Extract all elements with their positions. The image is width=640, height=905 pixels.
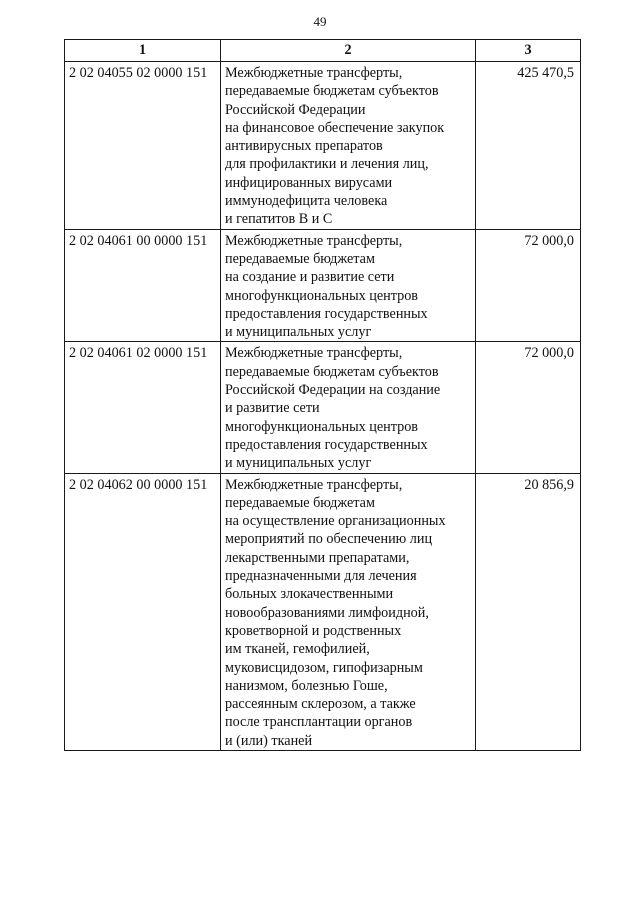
budget-code-cell: 2 02 04055 02 0000 151	[65, 62, 221, 230]
table-header-row	[65, 40, 581, 62]
amount-cell: 425 470,5	[476, 62, 581, 230]
page-number: 49	[313, 14, 327, 29]
amount-cell: 72 000,0	[476, 342, 581, 473]
budget-code-cell: 2 02 04061 02 0000 151	[65, 342, 221, 473]
amount-cell: 72 000,0	[476, 229, 581, 342]
description-cell: Межбюджетные трансферты, передаваемые бюджетам субъектов Российской Федерации на создание и развитие сети многофункциональных центров предоставления государственных и муниципальных услуг	[221, 342, 476, 473]
table-row	[65, 473, 581, 750]
column-header-description: 2	[221, 40, 476, 62]
budget-code-cell: 2 02 04062 00 0000 151	[65, 473, 221, 750]
description-cell: Межбюджетные трансферты, передаваемые бюджетам субъектов Российской Федерации на финансовое обеспечение закупок антивирусных препаратов для профилактики и лечения лиц, инфицированных вирусами иммунодефицита человека и гепатитов В и С	[221, 62, 476, 230]
description-cell: Межбюджетные трансферты, передаваемые бюджетам на осуществление организационных мероприятий по обеспечению лиц лекарственными препаратами, предназначенными для лечения больных злокачественными новообразованиями лимфоидной, кроветворной и родственных им тканей, гемофилией, муковисцидозом, гипофизарным нанизмом, болезнью Гоше, рассеянным склерозом, а также после трансплантации органов и (или) тканей	[221, 473, 476, 750]
budget-table	[64, 39, 581, 751]
budget-code-cell: 2 02 04061 00 0000 151	[65, 229, 221, 342]
column-header-code: 1	[65, 40, 221, 62]
description-cell: Межбюджетные трансферты, передаваемые бюджетам на создание и развитие сети многофункциональных центров предоставления государственных и муниципальных услуг	[221, 229, 476, 342]
table-row	[65, 229, 581, 342]
column-header-amount: 3	[476, 40, 581, 62]
amount-cell: 20 856,9	[476, 473, 581, 750]
table-row	[65, 62, 581, 230]
table-row	[65, 342, 581, 473]
